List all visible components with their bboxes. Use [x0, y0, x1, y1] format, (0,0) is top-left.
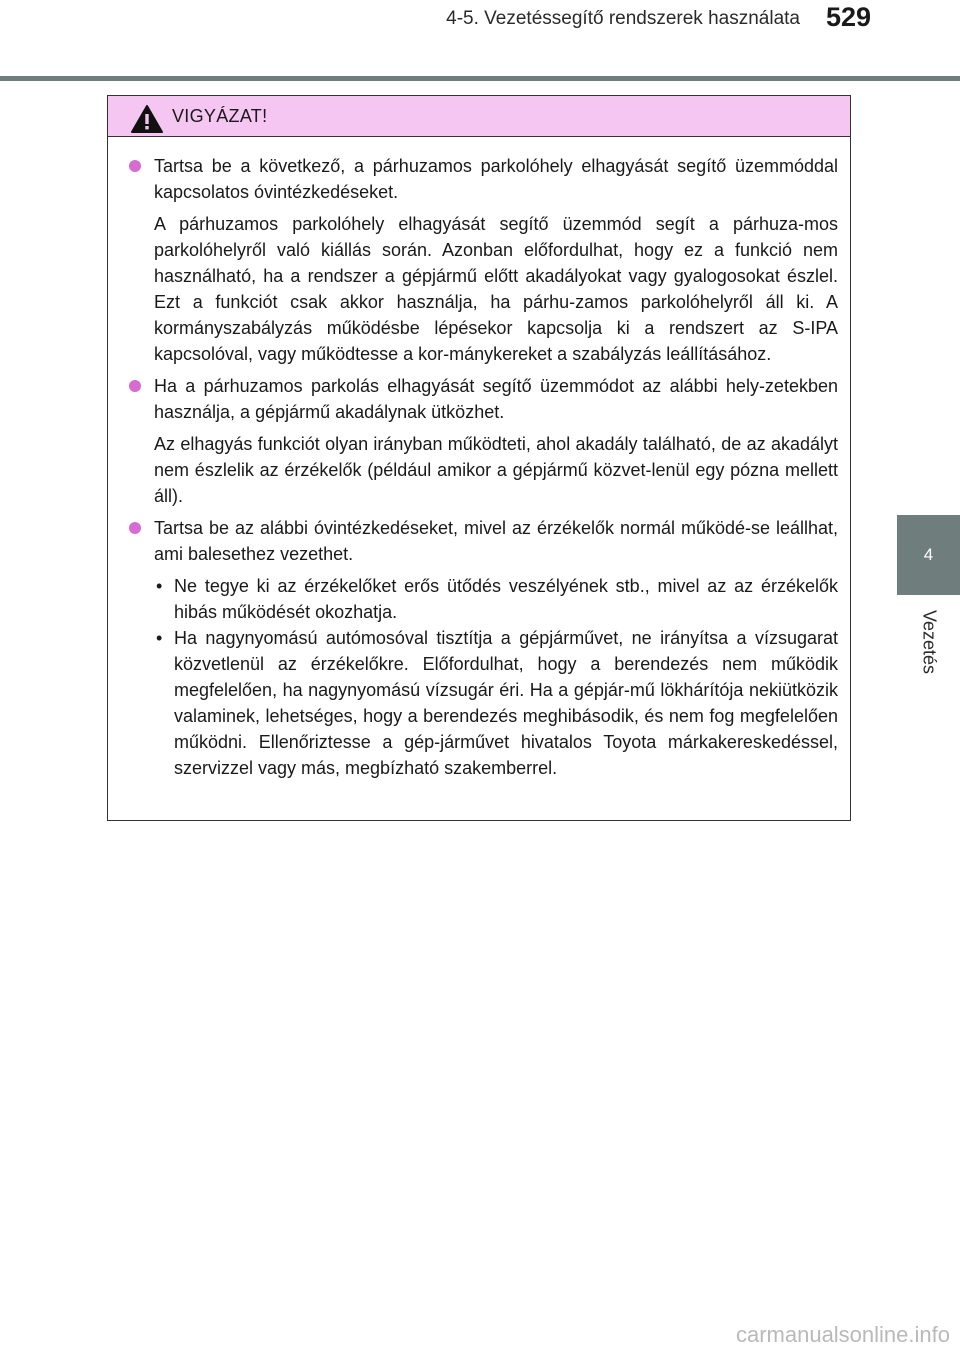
- caution-item-lead: Tartsa be az alábbi óvintézkedéseket, mivel az érzékelők normál működé-se leállhat, ami balesethez vezethet.: [154, 518, 838, 564]
- sub-bullet-icon: •: [156, 576, 163, 596]
- header-divider: [0, 76, 960, 81]
- caution-sub-item-text: Ha nagynyomású autómosóval tisztítja a gépjárművet, ne irányítsa a vízsugarat közvetlenül az érzékelőkre. Előfordulhat, hogy a berendezés nem működik megfelelően, ha nagynyomású vízsugár éri. Ha a gépjár-mű lökhárítója nekiütközik valaminek, lehetséges, hogy a berendezés meghibásodik, és nem fog megfelelően működni. Ellenőriztesse a gép-járművet hivatalos Toyota márkakereskedéssel, szervizzel vagy más, megbízható szakemberrel.: [174, 628, 838, 778]
- chapter-label-text: Vezetés: [919, 609, 939, 675]
- chapter-number: 4: [923, 545, 934, 564]
- sub-bullet-icon: •: [156, 628, 163, 648]
- bullet-dot-icon: [129, 160, 141, 172]
- page-number: 529: [826, 2, 872, 32]
- bullet-dot-icon: [129, 380, 141, 392]
- caution-item-paragraph: A párhuzamos parkolóhely elhagyását segítő üzemmód segít a párhuza-mos parkolóhelyről való kiállás során. Azonban előfordulhat, hogy ez a funkció nem használható, ha a rendszer a gépjármű előtt akadályokat vagy gyalogosokat észlel. Ezt a funkciót csak akkor használja, ha párhu-zamos parkolóhelyről áll ki. A kormányszabályzás működésbe lépésekor kapcsolja ki a rendszert az S-IPA kapcsolóval, vagy működtesse a kor-mánykereket a szabályzás leállításához.: [154, 214, 838, 364]
- caution-title: VIGYÁZAT!: [172, 105, 268, 126]
- caution-sub-list: [154, 573, 838, 781]
- caution-sub-item: [154, 625, 838, 781]
- caution-sub-item: [154, 573, 838, 625]
- caution-item: [127, 153, 838, 367]
- caution-item-lead: Ha a párhuzamos parkolás elhagyását segítő üzemmódot az alábbi hely-zetekben használja, a gépjármű akadálynak ütközhet.: [154, 376, 838, 422]
- caution-sub-item-text: Ne tegye ki az érzékelőket erős ütődés veszélyének stb., mivel az az érzékelők hibás működését okozhatja.: [174, 576, 838, 622]
- caution-item: [127, 373, 838, 509]
- chapter-label: [897, 600, 960, 690]
- chapter-tab[interactable]: [897, 515, 960, 595]
- warning-triangle-icon: [130, 104, 164, 134]
- caution-item-lead: Tartsa be a következő, a párhuzamos parkolóhely elhagyását segítő üzemmóddal kapcsolatos óvintézkedéseket.: [154, 156, 838, 202]
- caution-header: [108, 96, 850, 137]
- caution-box: [107, 95, 851, 821]
- caution-body: [108, 137, 850, 781]
- caution-item-paragraph: Az elhagyás funkciót olyan irányban működteti, ahol akadály található, de az akadályt nem észlelik az érzékelők (például amikor a gépjármű közvet-lenül egy pózna mellett áll).: [154, 434, 838, 506]
- bullet-dot-icon: [129, 522, 141, 534]
- section-title: 4-5. Vezetéssegítő rendszerek használata: [446, 8, 800, 29]
- watermark: carmanualsonline.info: [735, 1322, 950, 1347]
- caution-item: [127, 515, 838, 781]
